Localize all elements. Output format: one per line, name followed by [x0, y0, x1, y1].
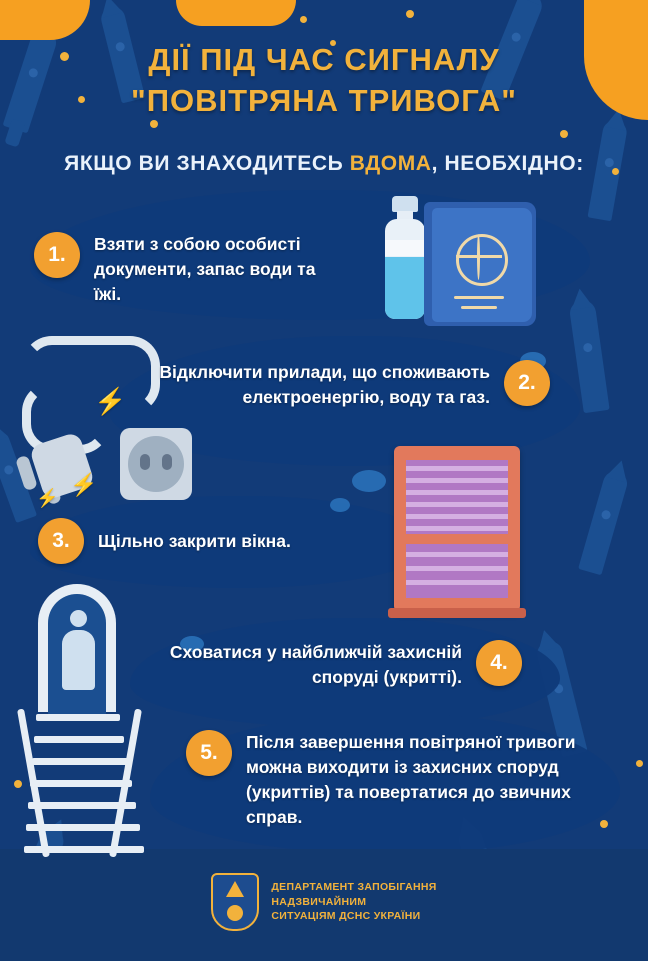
- passport-icon: [424, 202, 536, 326]
- title-line-2: "ПОВІТРЯНА ТРИВОГА": [131, 82, 517, 118]
- bottle-cap: [392, 196, 418, 212]
- step-4-number: 4.: [476, 640, 522, 686]
- footer-logo-line-2: НАДЗВИЧАЙНИМ: [271, 895, 367, 908]
- passport-text-line: [454, 296, 504, 299]
- window-icon: [394, 446, 520, 612]
- globe-icon: [456, 234, 508, 286]
- socket-face: [128, 436, 184, 492]
- step-2: [150, 360, 550, 410]
- rocket-icon: [578, 469, 630, 576]
- shelter-entrance-icon: [18, 584, 168, 854]
- stair-step: [34, 736, 124, 743]
- splash: [352, 470, 386, 492]
- title-line-1: ДІЇ ПІД ЧАС СИГНАЛУ: [148, 42, 500, 77]
- step-5: [186, 730, 606, 829]
- dot: [636, 760, 643, 767]
- splash: [330, 498, 350, 512]
- step-4-text: Сховатися у найближчій захисній споруді (укритті).: [169, 642, 462, 687]
- step-5-text: Після завершення повітряної тривоги можна виходити із захисних споруд (укриттів) та повертатися до звичних справ.: [246, 732, 576, 827]
- dot: [560, 130, 568, 138]
- lightning-bolt-icon: ⚡: [36, 488, 59, 508]
- dot: [300, 16, 307, 23]
- footer-logo-line-3: СИТУАЦІЯМ ДСНС УКРАЇНИ: [271, 910, 421, 923]
- subtitle-before: ЯКЩО ВИ ЗНАХОДИТЕСЬ: [64, 152, 350, 175]
- person-icon: [70, 610, 87, 627]
- stair-step: [26, 824, 140, 831]
- step-1-number: 1.: [34, 232, 80, 278]
- stair-step: [36, 714, 120, 721]
- footer-logo-text: [271, 880, 436, 923]
- bottle-label: [385, 240, 425, 256]
- footer-logo-line-1: ДЕПАРТАМЕНТ ЗАПОБІГАННЯ: [271, 881, 437, 894]
- step-2-number: 2.: [504, 360, 550, 406]
- stair-step: [24, 846, 144, 853]
- window-upper-sash: [406, 460, 508, 534]
- step-1: [34, 232, 334, 307]
- step-1-text: Взяти з собою особисті документи, запас води та їжі.: [94, 234, 316, 304]
- person-body: [62, 630, 95, 690]
- stair-step: [30, 780, 132, 787]
- step-3: [38, 518, 368, 564]
- dot: [406, 10, 414, 18]
- stair-step: [32, 758, 128, 765]
- lightning-bolt-icon: ⚡: [70, 472, 98, 497]
- window-sill: [388, 608, 526, 618]
- subtitle-after: , НЕОБХІДНО:: [431, 152, 584, 175]
- footer-logo: [0, 873, 648, 931]
- socket-hole: [140, 454, 150, 470]
- step-3-number: 3.: [38, 518, 84, 564]
- step-4: [152, 640, 522, 690]
- yellow-shape: [176, 0, 296, 26]
- socket-hole: [162, 454, 172, 470]
- stair-step: [28, 802, 136, 809]
- plug-and-socket-icon: [12, 330, 212, 520]
- yellow-shape: [0, 0, 90, 40]
- bottle-water: [385, 257, 425, 319]
- socket-body: [120, 428, 192, 500]
- subtitle-highlight: ВДОМА: [349, 152, 432, 175]
- window-lower-sash: [406, 544, 508, 598]
- step-5-number: 5.: [186, 730, 232, 776]
- step-2-text: Відключити прилади, що споживають електроенергію, воду та газ.: [159, 362, 490, 407]
- step-3-text: Щільно закрити вікна.: [98, 530, 291, 551]
- lightning-bolt-icon: ⚡: [94, 386, 127, 416]
- dsns-shield-icon: [211, 873, 259, 931]
- subtitle: [0, 152, 648, 176]
- page-title: [0, 40, 648, 122]
- passport-text-line: [461, 306, 497, 309]
- bottle-body: [385, 219, 425, 319]
